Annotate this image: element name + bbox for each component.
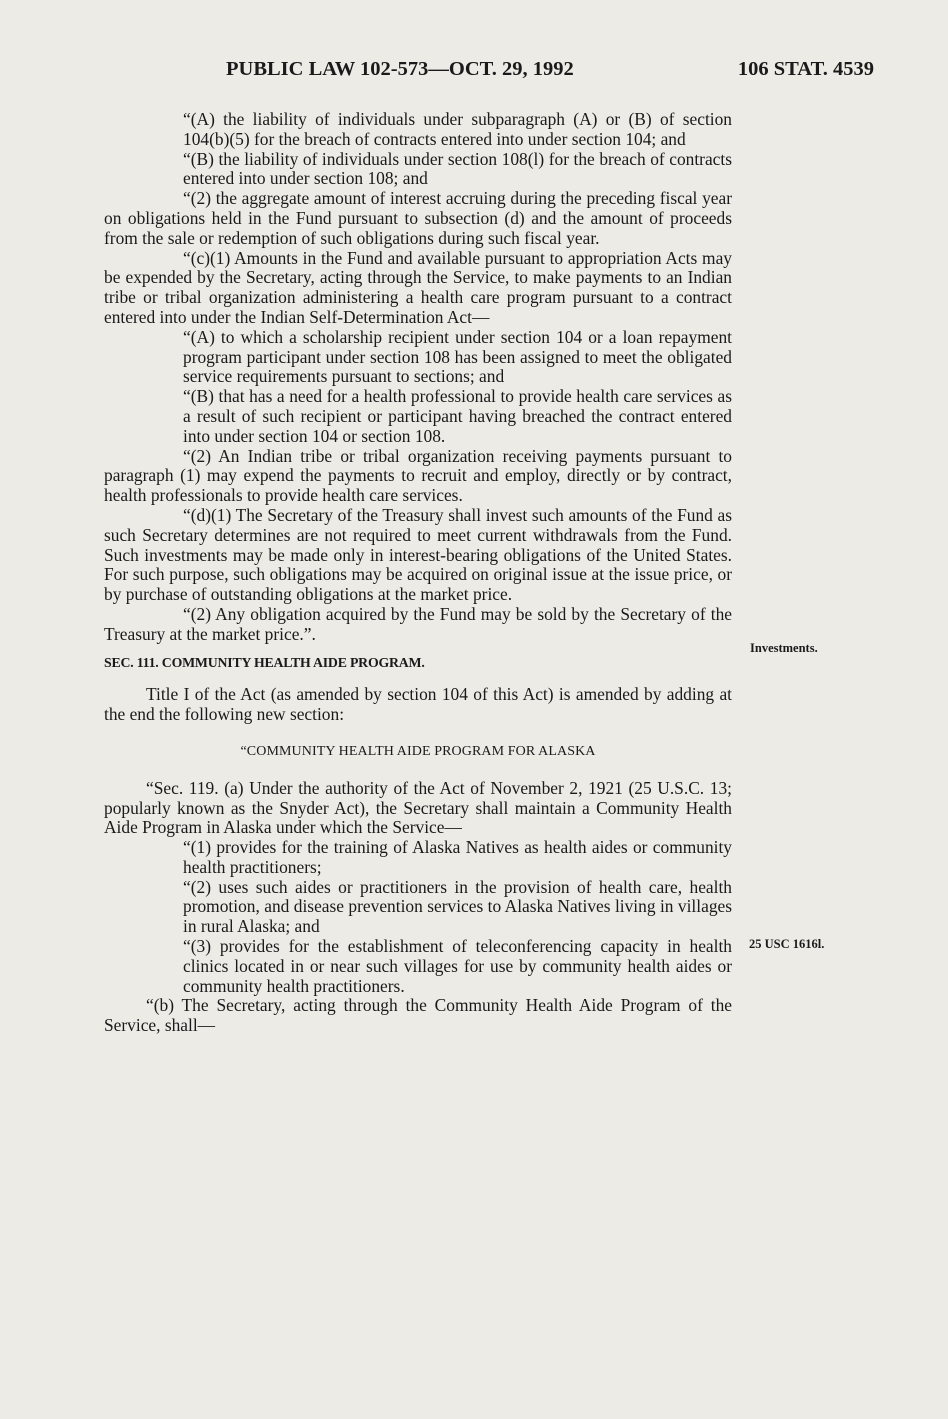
- section-heading: SEC. 111. COMMUNITY HEALTH AIDE PROGRAM.: [104, 654, 425, 670]
- new-section-title: “COMMUNITY HEALTH AIDE PROGRAM FOR ALASKA: [240, 743, 596, 759]
- margin-note-investments: Investments.: [750, 641, 818, 655]
- paragraph-d1: “(d)(1) The Secretary of the Treasury shall invest such amounts of the Fund as such Secretary determines are not required to meet current withdrawals from the Fund. Such investments may be made only in interest-bearing obligations of the United States. For such purpose, such obligations may be acquired on original issue at the issue price, or by purchase of outstanding obligations at the market price.: [104, 504, 732, 605]
- paragraph-b1-B: “(B) the liability of individuals under section 108(l) for the breach of contracts entered into under section 108; and: [183, 148, 732, 189]
- section-intro: Title I of the Act (as amended by section 104 of this Act) is amended by adding at the end the following new section:: [104, 684, 732, 725]
- paragraph-sec119-a3: “(3) provides for the establishment of teleconferencing capacity in health clinics located in or near such villages for use by community health aides or community health practitioners.: [183, 936, 732, 996]
- header-title: PUBLIC LAW 102-573—OCT. 29, 1992: [226, 58, 574, 80]
- page-header: [104, 58, 874, 88]
- document-body: [104, 110, 732, 1036]
- paragraph-c2: “(2) An Indian tribe or tribal organization receiving payments pursuant to paragraph (1) may expend the payments to recruit and employ, directly or by contract, health professionals to provide health care services.: [104, 445, 732, 506]
- paragraph-b1-A: “(A) the liability of individuals under subparagraph (A) or (B) of section 104(b)(5) for the breach of contracts entered into under section 104; and: [183, 109, 732, 149]
- margin-note-usc-citation: 25 USC 1616l.: [749, 937, 825, 951]
- paragraph-sec119-a: “Sec. 119. (a) Under the authority of the Act of November 2, 1921 (25 U.S.C. 13; popularly known as the Snyder Act), the Secretary shall maintain a Community Health Aide Program in Alaska under which the Service—: [104, 777, 732, 838]
- paragraph-c1-B: “(B) that has a need for a health professional to provide health care services as a result of such recipient or participant having breached the contract entered into under section 104 or section 108.: [183, 386, 732, 446]
- paragraph-sec119-a2: “(2) uses such aides or practitioners in the provision of health care, health promotion, and disease prevention services to Alaska Natives living in villages in rural Alaska; and: [183, 876, 732, 937]
- paragraph-sec119-b: “(b) The Secretary, acting through the Community Health Aide Program of the Service, shall—: [104, 995, 732, 1036]
- paragraph-b2: “(2) the aggregate amount of interest accruing during the preceding fiscal year on obligations held in the Fund pursuant to subsection (d) and the amount of proceeds from the sale or redemption of such obligations during such fiscal year.: [104, 188, 732, 248]
- paragraph-sec119-a1: “(1) provides for the training of Alaska Natives as health aides or community health practitioners;: [183, 837, 732, 877]
- paragraph-d2: “(2) Any obligation acquired by the Fund may be sold by the Secretary of the Treasury at the market price.”.: [104, 603, 732, 644]
- paragraph-c1: “(c)(1) Amounts in the Fund and available pursuant to appropriation Acts may be expended by the Secretary, acting through the Service, to make payments to an Indian tribe or tribal organization administering a health care program pursuant to a contract entered into under the Indian Self-Determination Act—: [104, 247, 732, 327]
- paragraph-c1-A: “(A) to which a scholarship recipient under section 104 or a loan repayment program participant under section 108 has been assigned to meet the obligated service requirements pursuant to sections; and: [183, 326, 732, 387]
- header-stat-page: 106 STAT. 4539: [737, 58, 874, 80]
